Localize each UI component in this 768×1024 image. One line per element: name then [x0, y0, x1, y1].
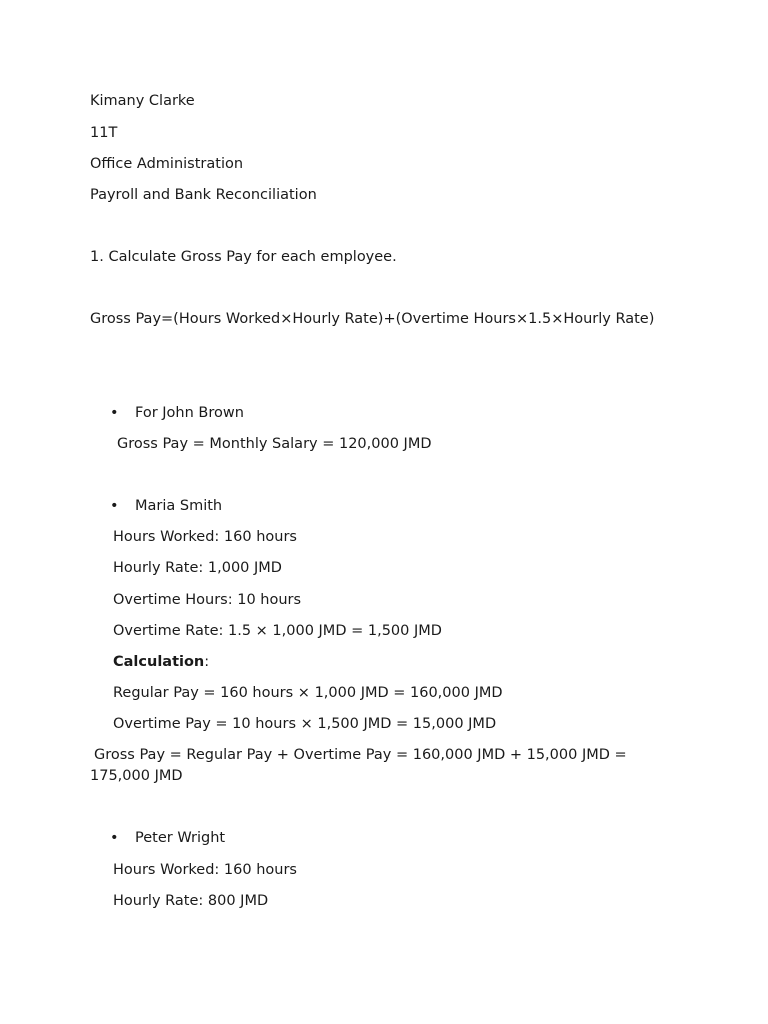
- question-heading: 1. Calculate Gross Pay for each employee.: [90, 249, 397, 265]
- bullet-peter: •: [110, 830, 119, 846]
- maria-calculation-heading: [113, 652, 209, 672]
- student-name: Kimany Clarke: [90, 93, 195, 109]
- gross-pay-formula: Gross Pay=(Hours Worked×Hourly Rate)+(Overtime Hours×1.5×Hourly Rate): [90, 311, 655, 327]
- calculation-label: Calculation: [113, 654, 205, 670]
- peter-hourly-rate: Hourly Rate: 800 JMD: [113, 893, 269, 909]
- maria-regular-pay: Regular Pay = 160 hours × 1,000 JMD = 160,000 JMD: [113, 685, 503, 701]
- subject-title: Office Administration: [90, 156, 244, 172]
- maria-overtime-rate: Overtime Rate: 1.5 × 1,000 JMD = 1,500 JMD: [113, 623, 442, 639]
- maria-hours-worked: Hours Worked: 160 hours: [113, 529, 297, 545]
- topic-title: Payroll and Bank Reconciliation: [90, 187, 317, 203]
- john-gross-pay: Gross Pay = Monthly Salary = 120,000 JMD: [117, 436, 432, 452]
- maria-overtime-pay: Overtime Pay = 10 hours × 1,500 JMD = 15,000 JMD: [113, 716, 497, 732]
- student-class: 11T: [90, 125, 118, 141]
- bullet-john: •: [110, 405, 119, 421]
- bullet-maria: •: [110, 498, 119, 514]
- employee-john-title: For John Brown: [135, 405, 244, 421]
- maria-overtime-hours: Overtime Hours: 10 hours: [113, 592, 302, 608]
- maria-hourly-rate: Hourly Rate: 1,000 JMD: [113, 560, 282, 576]
- employee-peter-title: Peter Wright: [135, 830, 226, 846]
- calculation-colon: :: [204, 654, 210, 670]
- peter-hours-worked: Hours Worked: 160 hours: [113, 862, 297, 878]
- maria-gross-pay: Gross Pay = Regular Pay + Overtime Pay = 160,000 JMD + 15,000 JMD = 175,000 JMD: [90, 747, 627, 784]
- employee-maria-title: Maria Smith: [135, 498, 223, 514]
